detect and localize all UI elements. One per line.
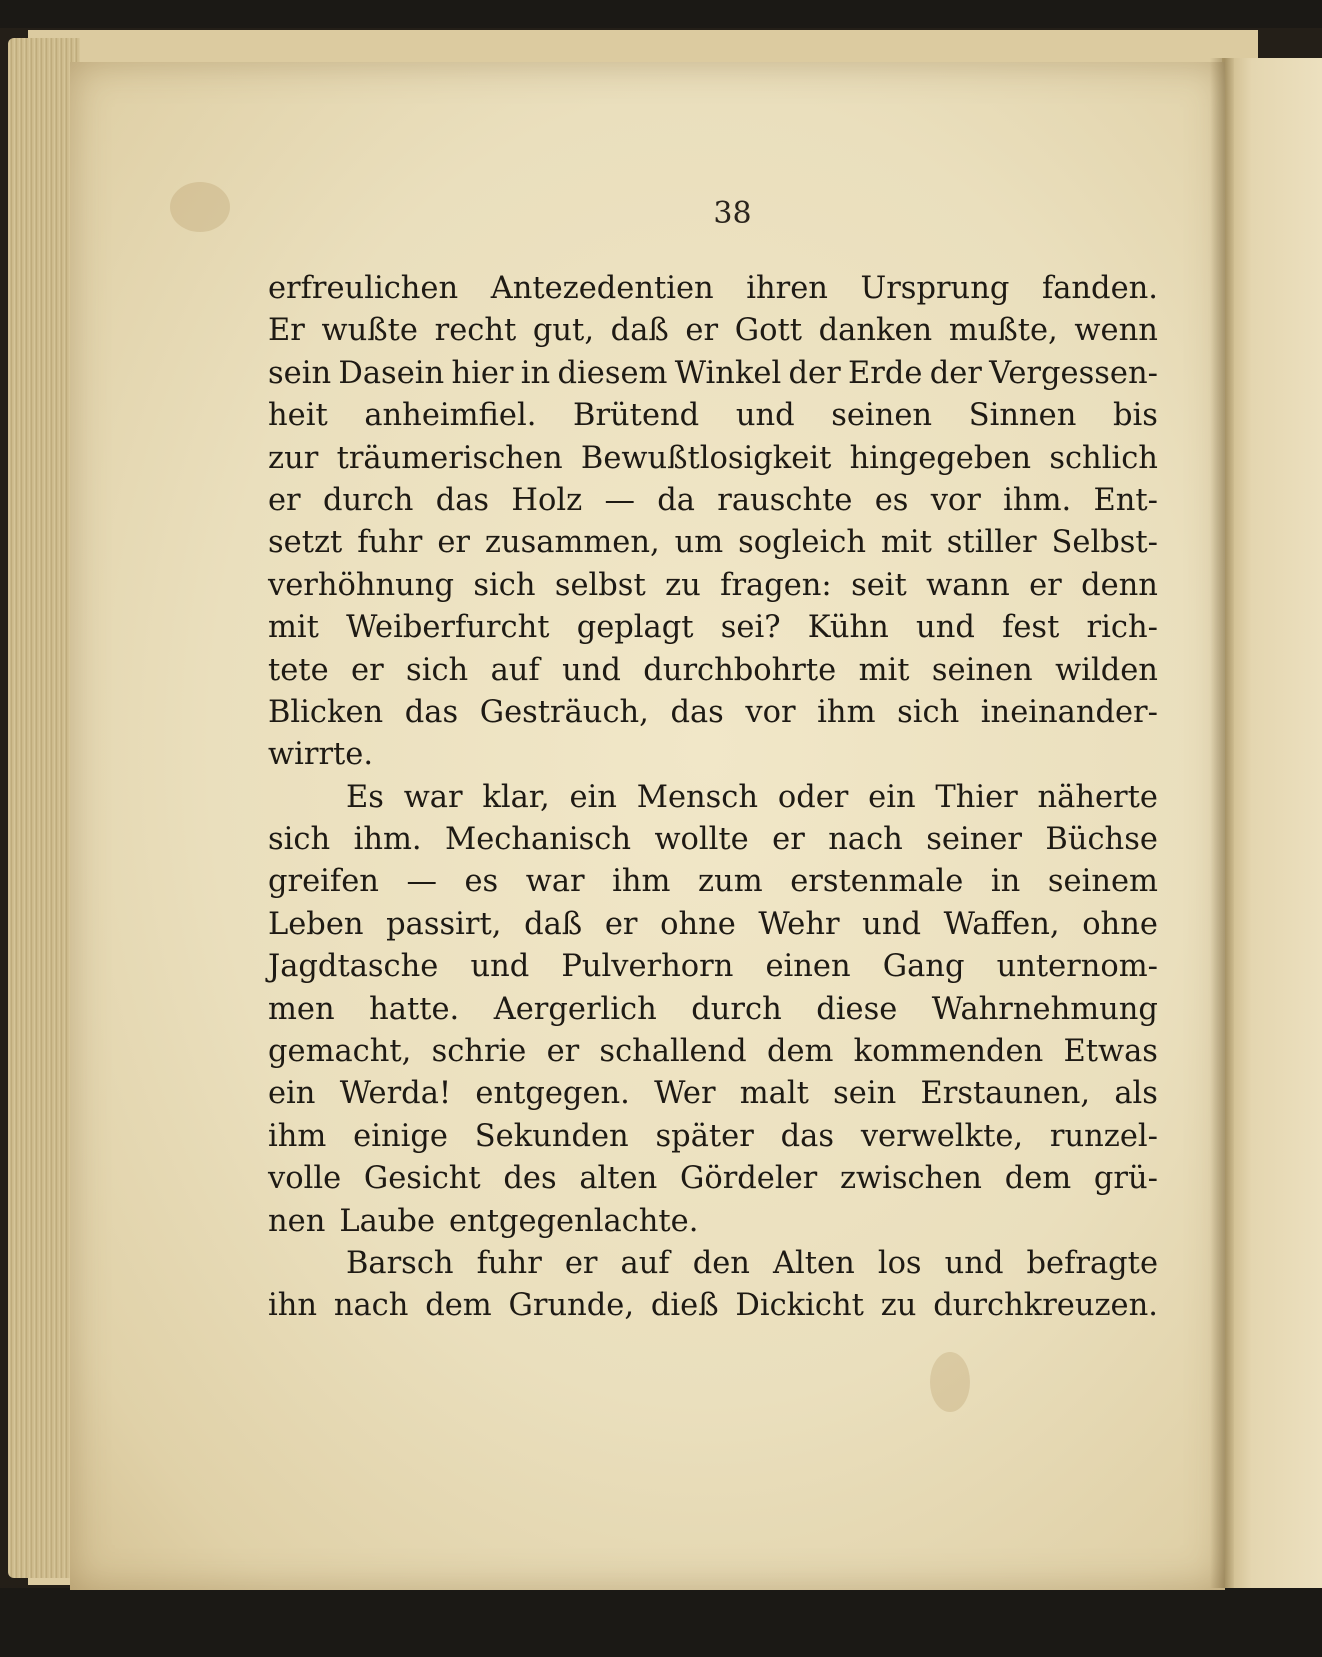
text-line [268, 861, 1158, 903]
word: wußte [321, 313, 418, 349]
word: Es [346, 779, 384, 815]
word: in [520, 355, 551, 391]
text-line [268, 1116, 1158, 1158]
word: er [351, 652, 384, 688]
word: Selbst- [1051, 525, 1158, 561]
word: seinen [931, 652, 1033, 688]
word: des [503, 1161, 557, 1197]
text-line [268, 1158, 1158, 1200]
word: und [470, 949, 530, 985]
word: es [874, 482, 909, 518]
word: — [604, 482, 635, 518]
word: Dasein [338, 355, 445, 391]
text-line [268, 1073, 1158, 1115]
text-line [268, 353, 1158, 395]
word: und [862, 906, 921, 942]
word: Pulverhorn [561, 949, 734, 985]
word: nach [333, 1288, 409, 1324]
word: ihren [746, 271, 828, 306]
word: ineinander- [980, 694, 1158, 730]
word: schrie [431, 1034, 527, 1070]
gutter-shadow [1210, 58, 1234, 1588]
word: er [546, 1034, 580, 1070]
word: befragte [1026, 1245, 1158, 1281]
text-line [268, 946, 1158, 988]
word: Holz [511, 482, 583, 518]
word: durchkreuzen. [933, 1288, 1158, 1324]
word: ein [569, 779, 617, 815]
word: Etwas [1063, 1034, 1158, 1070]
word: hingegeben [849, 440, 1032, 476]
word: fanden. [1041, 271, 1158, 306]
word: sich [268, 822, 331, 858]
word: es [464, 864, 499, 900]
word: wirrte. [268, 737, 374, 773]
word: wenn [1074, 313, 1158, 349]
word: wilden [1055, 652, 1158, 688]
word: tete [268, 652, 329, 688]
word: Erde [847, 355, 923, 391]
word: runzel- [1049, 1118, 1158, 1154]
word: durchbohrte [643, 652, 837, 688]
word: gut, [532, 313, 595, 349]
word: entgegenlachte. [449, 1203, 699, 1239]
word: der [788, 355, 841, 391]
text-line [268, 1031, 1158, 1073]
word: fest [1002, 610, 1060, 646]
word: als [1114, 1076, 1158, 1112]
word: anheimfiel. [364, 398, 537, 434]
word: gemacht, [268, 1034, 412, 1070]
text-line [268, 480, 1158, 522]
word: Laube [339, 1203, 435, 1239]
text-line [268, 268, 1158, 310]
word: Sekunden [474, 1118, 629, 1154]
word: erfreulichen [268, 271, 459, 306]
word: Waffen, [943, 906, 1060, 942]
word: seinem [1047, 864, 1158, 900]
text-line [268, 819, 1158, 861]
word: sogleich [738, 525, 866, 561]
word: Gesträuch, [479, 694, 649, 730]
word: men [268, 991, 335, 1027]
word: sich [897, 694, 960, 730]
word: entgegen. [475, 1076, 630, 1112]
word: Er [268, 313, 305, 349]
text-line [268, 777, 1158, 819]
word: Bewußtlosigkeit [580, 440, 832, 476]
text-line [268, 650, 1158, 692]
word: träumerischen [336, 440, 563, 476]
word: später [655, 1118, 754, 1154]
word: daß [610, 313, 669, 349]
text-line [268, 1285, 1158, 1327]
word: klar, [482, 779, 550, 815]
word: oder [777, 779, 849, 815]
text-line [268, 989, 1158, 1031]
word: einen [765, 949, 851, 985]
word: ein [268, 1076, 316, 1112]
word: Wer [654, 1076, 716, 1112]
word: er [685, 313, 719, 349]
word: dem [425, 1288, 492, 1324]
word: hatte. [369, 991, 460, 1027]
word: fuhr [357, 525, 423, 561]
word: sich [473, 567, 536, 603]
word: — [406, 864, 437, 900]
word: nen [268, 1203, 326, 1239]
word: er [437, 525, 470, 561]
word: Weiberfurcht [346, 610, 550, 646]
word: zum [698, 864, 763, 900]
word: nach [828, 822, 903, 858]
word: näherte [1037, 779, 1158, 815]
word: Ent- [1093, 482, 1158, 518]
text-line [268, 565, 1158, 607]
word: diesem [557, 355, 668, 391]
word: das [404, 694, 459, 730]
word: Blicken [268, 694, 384, 730]
word: er [772, 822, 805, 858]
word: selbst [554, 567, 646, 603]
word: mußte, [948, 313, 1058, 349]
word: war [403, 779, 463, 815]
word: seit [851, 567, 907, 603]
word: er [604, 906, 638, 942]
facing-page-edge [1222, 58, 1322, 1588]
word: er [1029, 567, 1062, 603]
word: Grunde, [508, 1288, 635, 1324]
word: und [562, 652, 621, 688]
word: Dickicht [735, 1288, 864, 1324]
word: schallend [599, 1034, 747, 1070]
word: los [877, 1245, 922, 1281]
word: dem [1004, 1161, 1072, 1197]
word: setzt [268, 525, 343, 561]
word: fragen: [720, 567, 832, 603]
word: erstenmale [790, 864, 964, 900]
word: vor [930, 482, 981, 518]
word: Thier [935, 779, 1018, 815]
text-line [268, 438, 1158, 480]
word: durch [691, 991, 782, 1027]
text-line [268, 734, 1158, 776]
word: verhöhnung [268, 567, 454, 603]
word: Büchse [1045, 822, 1158, 858]
word: ihn [268, 1288, 318, 1324]
word: Gördeler [679, 1161, 818, 1197]
text-line [268, 395, 1158, 437]
word: Gott [734, 313, 802, 349]
word: Jagdtasche [268, 949, 439, 985]
word: volle [268, 1161, 342, 1197]
word: Leben [268, 906, 364, 942]
word: Mechanisch [445, 822, 631, 858]
word: ohne [1082, 906, 1158, 942]
word: recht [434, 313, 517, 349]
word: daß [524, 906, 583, 942]
word: hier [451, 355, 514, 391]
word: mit [858, 652, 910, 688]
text-line [268, 310, 1158, 352]
word: ihm [268, 1118, 327, 1154]
word: einige [353, 1118, 448, 1154]
text-line [268, 607, 1158, 649]
word: zu [665, 567, 701, 603]
word: alten [579, 1161, 658, 1197]
page-number: 38 [713, 196, 752, 231]
text-line [268, 692, 1158, 734]
word: Mensch [636, 779, 759, 815]
word: mit [268, 610, 319, 646]
word: dem [766, 1034, 834, 1070]
word: er [268, 482, 301, 518]
word: Barsch [346, 1245, 454, 1281]
word: zusammen, [484, 525, 660, 561]
word: Winkel [674, 355, 782, 391]
word: vor [745, 694, 796, 730]
word: um [674, 525, 724, 561]
word: seiner [926, 822, 1022, 858]
word: Kühn [807, 610, 889, 646]
word: und [735, 398, 795, 434]
word: greifen [268, 864, 379, 900]
word: unternom- [996, 949, 1158, 985]
word: ihm [612, 864, 671, 900]
word: fuhr [476, 1245, 542, 1281]
word: sich [406, 652, 469, 688]
word: auf [490, 652, 540, 688]
word: kommenden [853, 1034, 1044, 1070]
word: auf [620, 1245, 670, 1281]
word: seinen [831, 398, 933, 434]
word: Wahrnehmung [931, 991, 1158, 1027]
word: diese [816, 991, 898, 1027]
word: stiller [946, 525, 1037, 561]
word: durch [322, 482, 414, 518]
word: das [780, 1118, 834, 1154]
word: Ursprung [860, 271, 1010, 306]
word: Erstaunen, [920, 1076, 1091, 1112]
word: das [435, 482, 490, 518]
word: dieß [650, 1288, 719, 1324]
stain-mark [930, 1352, 970, 1412]
word: da [657, 482, 695, 518]
word: geplagt [576, 610, 694, 646]
word: Aergerlich [493, 991, 657, 1027]
word: ihm. [1003, 482, 1072, 518]
word: bis [1112, 398, 1158, 434]
word: rauschte [717, 482, 853, 518]
word: und [916, 610, 975, 646]
word: ein [868, 779, 916, 815]
word: Gesicht [363, 1161, 481, 1197]
word: Sinnen [968, 398, 1077, 434]
word: in [990, 864, 1021, 900]
word: rich- [1086, 610, 1158, 646]
word: und [944, 1245, 1004, 1281]
word: mit [880, 525, 932, 561]
word: grü- [1093, 1161, 1158, 1197]
word: malt [739, 1076, 809, 1112]
body-text [268, 268, 1158, 1328]
text-line [268, 904, 1158, 946]
word: der [929, 355, 982, 391]
word: sein [268, 355, 332, 391]
word: passirt, [386, 906, 502, 942]
text-line [268, 1201, 1158, 1243]
word: Gang [882, 949, 965, 985]
word: Alten [773, 1245, 855, 1281]
word: sein [833, 1076, 897, 1112]
word: denn [1081, 567, 1158, 603]
word: er [564, 1245, 598, 1281]
word: Antezedentien [490, 271, 714, 306]
word: danken [818, 313, 933, 349]
word: zu [880, 1288, 917, 1324]
word: wollte [654, 822, 749, 858]
word: heit [268, 398, 328, 434]
word: verwelkte, [860, 1118, 1024, 1154]
word: Vergessen- [989, 355, 1158, 391]
word: wann [926, 567, 1010, 603]
text-line [268, 522, 1158, 564]
word: ihm. [353, 822, 422, 858]
word: zur [268, 440, 319, 476]
word: war [525, 864, 585, 900]
word: Brütend [573, 398, 700, 434]
word: ohne [660, 906, 736, 942]
word: sei? [720, 610, 781, 646]
word: Werda! [339, 1076, 452, 1112]
word: ihm [817, 694, 876, 730]
word: das [670, 694, 724, 730]
word: schlich [1049, 440, 1158, 476]
word: zwischen [839, 1161, 982, 1197]
word: Wehr [758, 906, 840, 942]
text-line [268, 1243, 1158, 1285]
word: den [692, 1245, 750, 1281]
